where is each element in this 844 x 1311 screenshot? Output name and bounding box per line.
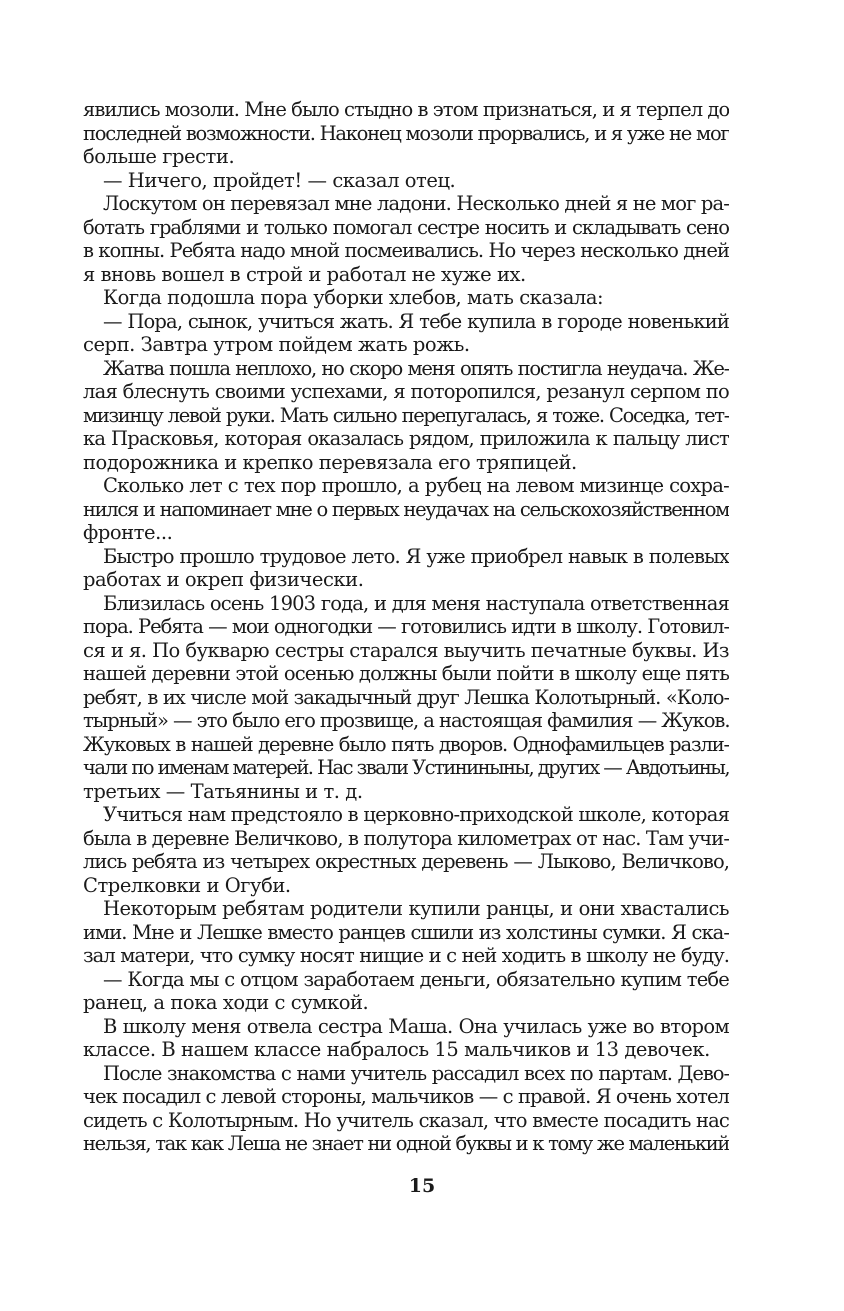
text-line: В школу меня отвела сестра Маша. Она училась уже во втором xyxy=(103,1014,729,1038)
text-line: нился и напоминает мне о первых неудачах на сельскохозяйственном xyxy=(83,497,729,521)
text-line: явились мозоли. Мне было стыдно в этом признаться, и я терпел до xyxy=(83,98,729,121)
text-line: в копны. Ребята надо мной посмеивались. Но через несколько дней xyxy=(83,239,729,262)
text-line: третьих — Татьянины и т. д. xyxy=(83,779,363,803)
text-line: мизинцу левой руки. Мать сильно перепугалась, я тоже. Соседка, тет- xyxy=(83,403,729,427)
text-line: После знакомства с нами учитель рассадил всех по партам. Дево- xyxy=(103,1061,729,1085)
text-line: ка Прасковья, которая оказалась рядом, приложила к пальцу лист xyxy=(83,427,729,450)
text-line: — Когда мы с отцом заработаем деньги, обязательно купим тебе xyxy=(103,967,729,991)
text-line: Сколько лет с тех пор прошло, а рубец на левом мизинце сохра- xyxy=(103,474,729,497)
text-line: фронте... xyxy=(83,521,173,544)
text-line: — Ничего, пройдет! — сказал отец. xyxy=(103,168,456,192)
text-line: я вновь вошел в строй и работал не хуже их. xyxy=(83,262,526,286)
text-line: была в деревне Величково, в полутора километрах от нас. Там учи- xyxy=(83,826,729,850)
text-line: нашей деревни этой осенью должны были пойти в школу еще пять xyxy=(83,662,729,685)
text-line: Жуковых в нашей деревне было пять дворов. Однофамильцев разли- xyxy=(83,732,729,756)
text-line: ребят, в их числе мой закадычный друг Лешка Колотырный. «Коло- xyxy=(83,685,729,709)
text-line: тырный» — это было его прозвище, а настоящая фамилия — Жуков. xyxy=(83,709,729,732)
text-line: ими. Мне и Лешке вместо ранцев сшили из холстины сумки. Я ска- xyxy=(83,920,729,944)
text-line: Быстро прошло трудовое лето. Я уже приобрел навык в полевых xyxy=(103,544,729,568)
text-line: лая блеснуть своими успехами, я поторопился, резанул серпом по xyxy=(83,380,729,403)
text-line: сидеть с Колотырным. Но учитель сказал, что вместе посадить нас xyxy=(83,1108,729,1132)
text-line: пора. Ребята — мои одногодки — готовились идти в школу. Готовил- xyxy=(83,615,729,638)
text-line: подорожника и крепко перевязала его тряпицей. xyxy=(83,450,577,474)
text-line: классе. В нашем классе набралось 15 мальчиков и 13 девочек. xyxy=(83,1038,710,1061)
text-line: Стрелковки и Огуби. xyxy=(83,873,291,897)
text-line: Жатва пошла неплохо, но скоро меня опять постигла неудача. Же- xyxy=(103,356,729,380)
text-line: нельзя, так как Леша не знает ни одной буквы и к тому же маленький xyxy=(83,1132,729,1155)
text-line: чали по именам матерей. Нас звали Устининыны, других — Авдотьины, xyxy=(83,756,729,779)
text-line: Близилась осень 1903 года, и для меня наступала ответственная xyxy=(103,591,729,615)
page-number: 15 xyxy=(408,1175,436,1197)
body-text xyxy=(83,98,729,1156)
text-line: серп. Завтра утром пойдем жать рожь. xyxy=(83,333,470,356)
text-line: ся и я. По букварю сестры старался выучить печатные буквы. Из xyxy=(83,638,729,662)
text-line: лись ребята из четырех окрестных деревень — Лыково, Величково, xyxy=(83,850,729,873)
text-line: ботать граблями и только помогал сестре носить и складывать сено xyxy=(83,215,729,239)
text-line: ранец, а пока ходи с сумкой. xyxy=(83,991,369,1014)
text-line: Лоскутом он перевязал мне ладони. Несколько дней я не мог ра- xyxy=(103,192,729,215)
text-line: работах и окреп физически. xyxy=(83,568,364,591)
text-line: Некоторым ребятам родители купили ранцы, и они хвастались xyxy=(103,897,729,920)
text-line: — Пора, сынок, учиться жать. Я тебе купила в городе новенький xyxy=(103,309,729,333)
text-line: чек посадил с левой стороны, мальчиков — с правой. Я очень хотел xyxy=(83,1085,729,1108)
text-line: последней возможности. Наконец мозоли прорвались, и я уже не мог xyxy=(83,121,729,145)
text-line: Когда подошла пора уборки хлебов, мать сказала: xyxy=(103,286,604,309)
text-line: больше грести. xyxy=(83,145,235,168)
text-line: Учиться нам предстояло в церковно-приходской школе, которая xyxy=(103,803,729,826)
text-line: зал матери, что сумку носят нищие и с ней ходить в школу не буду. xyxy=(83,944,729,967)
